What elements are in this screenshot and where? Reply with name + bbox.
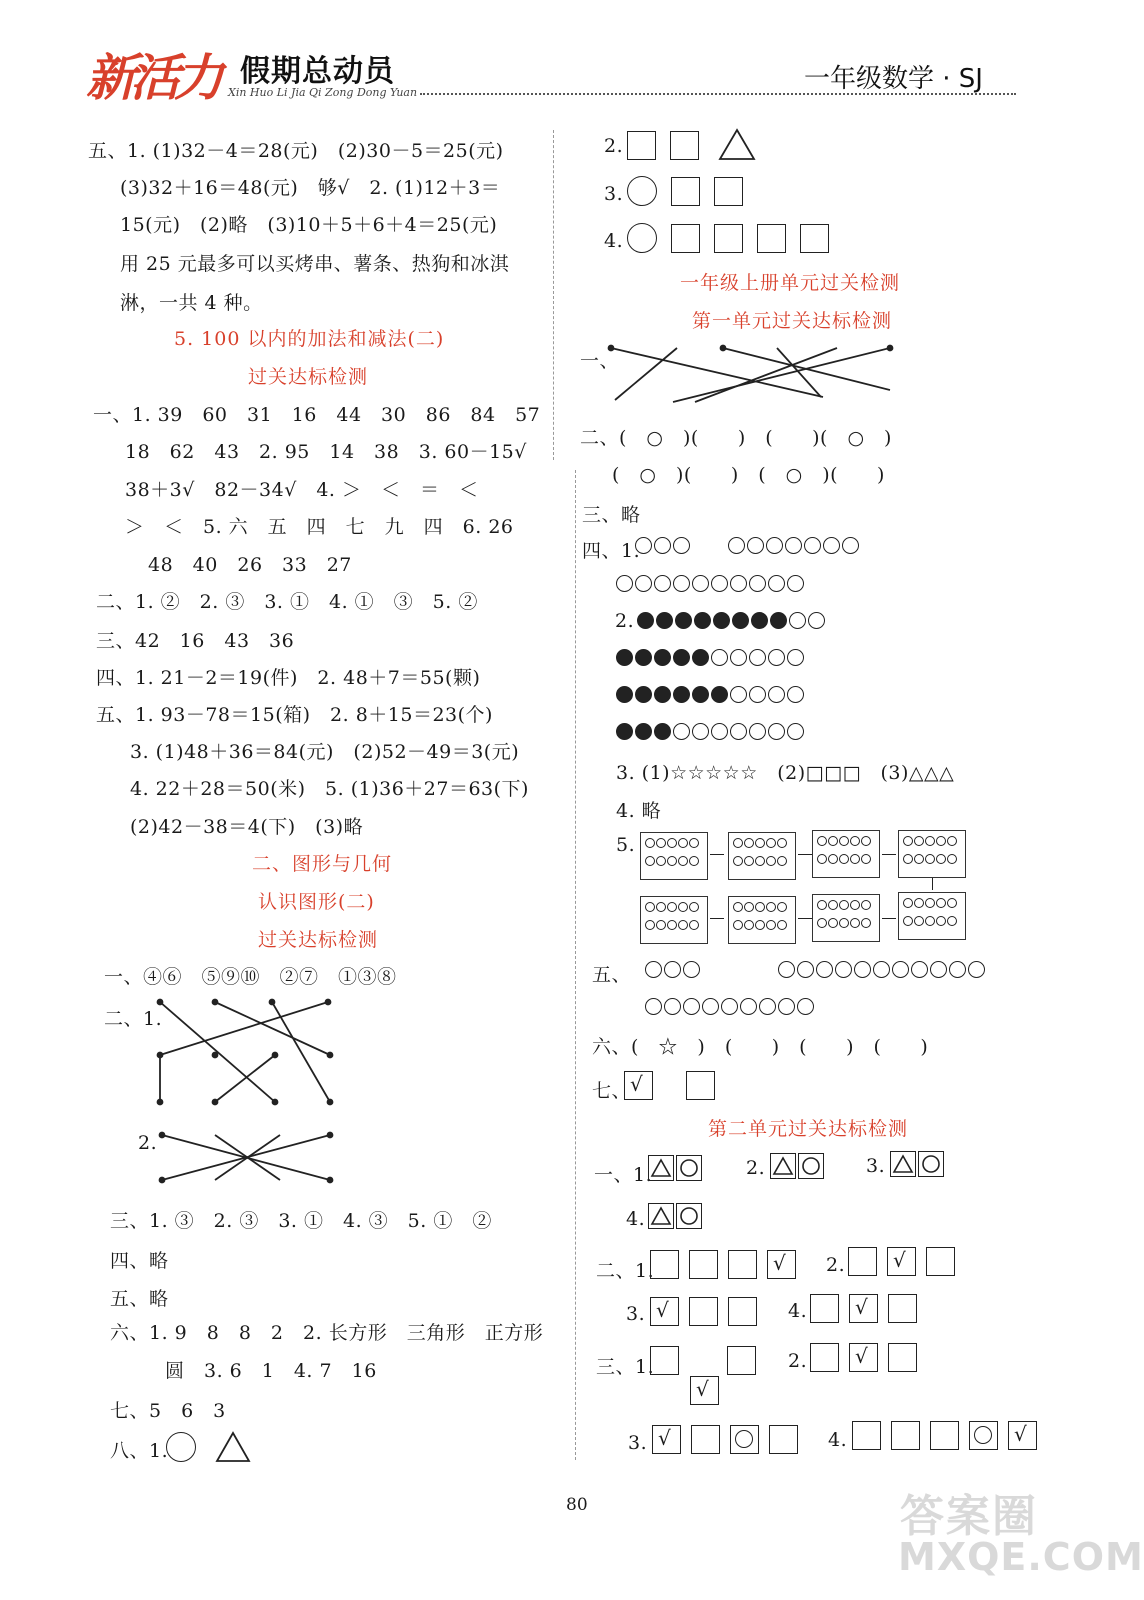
right-line-5: 二、( ○ )( ) ( )( ○ ) — [580, 427, 892, 449]
square-shape — [671, 224, 700, 253]
brand-title: 假期总动员 — [240, 54, 395, 89]
answer-boxes-u2-q3-1 — [650, 1346, 770, 1375]
brand-pinyin: Xin Huo Li Jia Qi Zong Dong Yuan — [228, 86, 418, 99]
square-shape — [627, 131, 656, 160]
filled-circle-row-2 — [616, 647, 806, 666]
answer-boxes-u2-q3-2: √ — [810, 1343, 927, 1372]
right-line-19b: 4. — [788, 1300, 808, 1322]
logo-text: 新活力 — [86, 48, 218, 107]
right-line-7: 三、略 — [582, 504, 641, 526]
left-line-8: 38＋3√ 82－34√ 4. ＞ ＜ ＝ ＜ — [125, 479, 479, 501]
right-line-17: 4. — [626, 1208, 646, 1230]
section-title-unit-2: 第二单元过关达标检测 — [708, 1118, 909, 1140]
right-line-14: 六、( ☆ ) ( ) ( ) ( ) — [592, 1036, 929, 1058]
answer-boxes-u2-q3-3: √ — [652, 1425, 808, 1454]
left-line-17: (2)42－38＝4(下) (3)略 — [130, 816, 364, 838]
answer-boxes-u2-q2-2: √ — [848, 1247, 965, 1276]
left-line-11: 二、1. ② 2. ③ 3. ① 4. ① ③ 5. ② — [96, 591, 478, 613]
section-title-add-sub: 5. 100 以内的加法和减法(二) — [174, 328, 445, 350]
answer-shapes-u2-1 — [648, 1155, 704, 1181]
matching-diagram-3 — [605, 335, 895, 410]
section-title-unit-tests: 一年级上册单元过关检测 — [680, 272, 901, 294]
section-title-shapes: 认识图形(二) — [258, 891, 375, 913]
right-line-11: 4. 略 — [616, 800, 662, 822]
left-line-27: 八、1. — [110, 1440, 169, 1462]
circle-row-4-1b — [616, 573, 806, 592]
circle-row-4-1a — [635, 535, 861, 554]
answer-boxes-7 — [624, 1071, 729, 1100]
left-line-21: 三、1. ③ 2. ③ 3. ① 4. ③ 5. ① ② — [110, 1210, 492, 1232]
answer-shapes-2 — [627, 128, 756, 162]
square-shape — [800, 224, 829, 253]
left-line-14: 五、1. 93－78＝15(箱) 2. 8＋15＝23(个) — [96, 704, 493, 726]
header-rule — [420, 93, 1016, 95]
watermark-logo: 答案圈 — [900, 1491, 1038, 1542]
answer-shapes-4 — [627, 223, 843, 253]
answer-boxes-u2-q2-1: √ — [650, 1250, 806, 1279]
answer-shapes-u2-2 — [770, 1153, 826, 1179]
circle-shape — [627, 223, 657, 253]
matching-diagram-2 — [155, 1125, 340, 1190]
filled-circle-row-3 — [616, 684, 806, 703]
checked-box: √ — [624, 1071, 653, 1100]
right-line-3: 4. — [604, 230, 624, 252]
right-line-4: 一、 — [580, 350, 620, 372]
right-line-18b: 2. — [826, 1254, 846, 1276]
left-line-26: 七、5 6 3 — [110, 1400, 226, 1422]
right-line-21: 3. — [628, 1432, 648, 1454]
section-title-geometry: 二、图形与几何 — [252, 853, 393, 875]
square-shape — [671, 177, 700, 206]
column-divider-lower — [575, 470, 576, 1460]
watermark-url: MXQE.COM — [898, 1535, 1144, 1579]
subject-label: 一年级数学 · SJ — [804, 64, 983, 94]
section-title-test-2: 过关达标检测 — [258, 929, 379, 951]
left-line-7: 18 62 43 2. 95 14 38 3. 60－15√ — [125, 441, 527, 463]
right-line-21b: 4. — [828, 1429, 848, 1451]
left-line-5: 淋，一共 4 种。 — [120, 292, 263, 314]
answer-boxes-u2-q2-3: √ — [650, 1297, 767, 1326]
triangle-shape — [215, 1430, 251, 1464]
answer-shapes-u2-4 — [648, 1203, 704, 1229]
left-line-15: 3. (1)48＋36＝84(元) (2)52－49＝3(元) — [130, 741, 520, 763]
empty-box — [686, 1071, 715, 1100]
answer-shapes-3 — [627, 176, 757, 206]
square-shape — [757, 224, 786, 253]
right-line-16: 一、1. — [594, 1164, 653, 1186]
page-number: 80 — [566, 1495, 588, 1515]
left-line-23: 五、略 — [110, 1288, 169, 1310]
right-line-16b: 2. — [746, 1157, 766, 1179]
circle-row-5a — [645, 959, 987, 978]
right-line-8: 四、1. — [582, 540, 641, 562]
section-title-unit-1: 第一单元过关达标检测 — [692, 310, 893, 332]
triangle-shape — [718, 128, 756, 162]
right-line-12: 5. — [616, 834, 636, 856]
square-shape — [714, 177, 743, 206]
answer-box-u2-q3-1-check: √ — [690, 1376, 733, 1405]
left-line-13: 四、1. 21－2＝19(件) 2. 48＋7＝55(颗) — [96, 667, 481, 689]
right-line-2: 3. — [604, 183, 624, 205]
left-line-22: 四、略 — [110, 1250, 169, 1272]
right-line-15: 七、 — [592, 1080, 632, 1102]
right-line-13: 五、 — [592, 964, 632, 986]
filled-circle-row-1 — [637, 610, 827, 629]
left-line-12: 三、42 16 43 36 — [96, 630, 295, 652]
answer-shapes-u2-3 — [890, 1151, 946, 1177]
circle-shape — [166, 1432, 196, 1462]
filled-circle-row-4 — [616, 721, 806, 740]
left-line-24: 六、1. 9 8 8 2 2. 长方形 三角形 正方形 — [110, 1322, 544, 1344]
answer-boxes-u2-q3-4: √ — [852, 1421, 1037, 1450]
header — [0, 0, 1091, 110]
left-line-6: 一、1. 39 60 31 16 44 30 86 84 57 — [93, 404, 541, 426]
section-title-test-1: 过关达标检测 — [248, 366, 369, 388]
column-divider — [553, 130, 554, 460]
left-line-19: 二、1. — [104, 1008, 163, 1030]
answer-shapes-8-1 — [166, 1430, 251, 1464]
left-line-18: 一、④⑥ ⑤⑨⑩ ②⑦ ①③⑧ — [104, 966, 397, 988]
egg-tray-grid — [640, 830, 970, 945]
right-line-18: 二、1. — [596, 1260, 655, 1282]
left-line-10: 48 40 26 33 27 — [148, 554, 352, 576]
left-line-16: 4. 22＋28＝50(米) 5. (1)36＋27＝63(下) — [130, 778, 529, 800]
left-line-25: 圆 3. 6 1 4. 7 16 — [165, 1360, 377, 1382]
square-shape — [670, 131, 699, 160]
square-shape — [714, 224, 743, 253]
matching-diagram-1 — [150, 995, 350, 1115]
left-line-4: 用 25 元最多可以买烤串、薯条、热狗和冰淇 — [120, 253, 510, 275]
right-line-6: ( ○ )( ) ( ○ )( ) — [612, 464, 885, 486]
left-line-2: (3)32＋16＝48(元) 够√ 2. (1)12＋3＝ — [120, 177, 501, 199]
left-line-3: 15(元) (2)略 (3)10＋5＋6＋4＝25(元) — [120, 214, 498, 236]
right-line-1: 2. — [604, 135, 624, 157]
right-line-10: 3. (1)☆☆☆☆☆ (2)□□□ (3)△△△ — [616, 762, 955, 784]
right-line-9: 2. — [615, 610, 635, 632]
left-line-1: 五、1. (1)32－4＝28(元) (2)30－5＝25(元) — [88, 140, 504, 162]
right-line-20b: 2. — [788, 1350, 808, 1372]
right-line-19: 3. — [626, 1303, 646, 1325]
left-line-9: ＞ ＜ 5. 六 五 四 七 九 四 6. 26 — [125, 516, 514, 538]
circle-row-5b — [645, 996, 816, 1015]
left-line-20: 2. — [138, 1132, 158, 1154]
right-line-16c: 3. — [866, 1155, 886, 1177]
circle-shape — [627, 176, 657, 206]
answer-boxes-u2-q2-4: √ — [810, 1294, 927, 1323]
right-line-20: 三、1. — [596, 1356, 655, 1378]
